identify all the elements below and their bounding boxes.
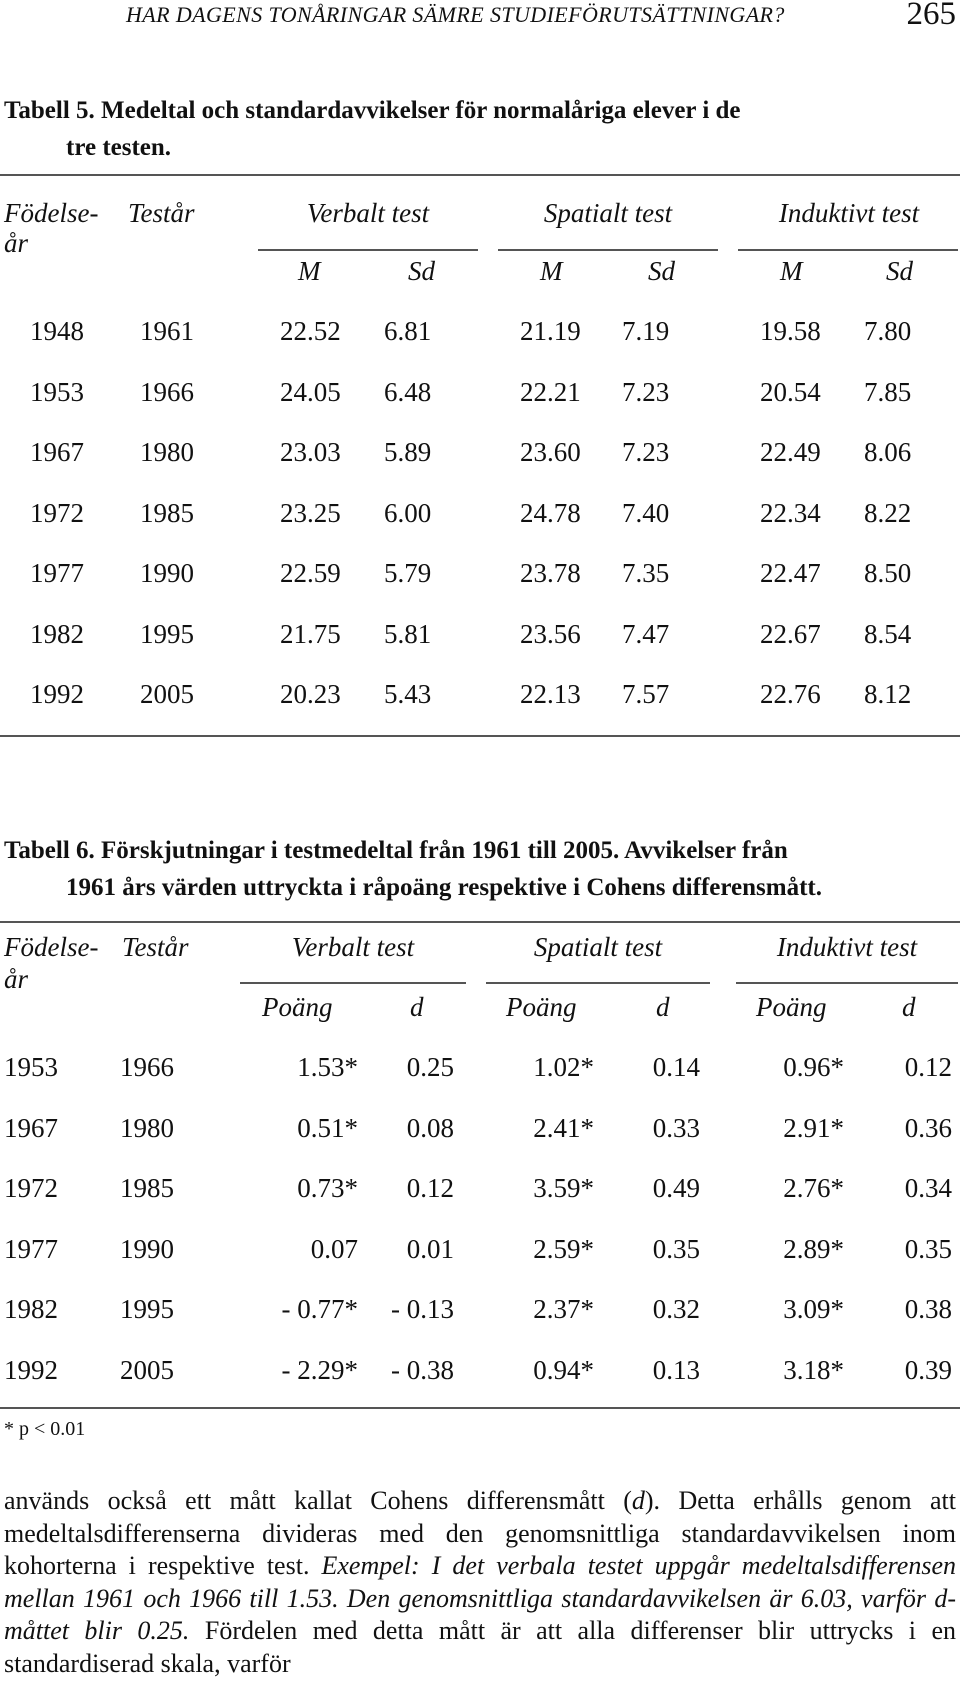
- t6-h-spatial: Spatialt test: [533, 932, 663, 962]
- table-cell: 1966: [120, 1052, 174, 1082]
- t5-h-verbal: Verbalt test: [306, 198, 430, 228]
- table-cell: 3.59*: [533, 1173, 594, 1203]
- table-cell: 1953: [4, 1052, 58, 1082]
- table-cell: 7.47: [622, 618, 670, 649]
- table-cell: 22.49: [760, 437, 821, 467]
- table-cell: 2.91*: [783, 1112, 844, 1143]
- table-cell: 0.38: [904, 1294, 952, 1324]
- table-cell: 0.36: [904, 1112, 952, 1143]
- t5-h-spatial-sd: Sd: [648, 256, 675, 286]
- table-cell: 1995: [120, 1294, 174, 1324]
- t5-h-inductive: Induktivt test: [778, 198, 920, 228]
- t6-h-inductive-d: d: [902, 992, 916, 1022]
- table-cell: 0.08: [406, 1112, 454, 1143]
- table-cell: 22.34: [760, 497, 821, 528]
- table-cell: 22.52: [280, 316, 341, 346]
- table-cell: 1992: [4, 1354, 58, 1385]
- table-cell: 1972: [4, 1173, 58, 1203]
- table-cell: 22.67: [760, 618, 821, 649]
- body-paragraph: [4, 1485, 956, 1680]
- table-cell: 23.03: [280, 437, 341, 467]
- page-number: 265: [906, 0, 956, 32]
- table-cell: 8.50: [864, 558, 912, 588]
- table-cell: 1.53*: [297, 1052, 358, 1082]
- table-cell: 2.76*: [783, 1173, 844, 1203]
- table5-caption: [4, 92, 904, 166]
- table-cell: 2005: [120, 1354, 174, 1385]
- table-cell: 7.35: [622, 558, 670, 588]
- t5-h-spatial-m: M: [540, 256, 563, 286]
- table6-top-rule: [0, 921, 960, 923]
- table6-caption-line2: 1961 års värden uttryckta i råpoäng respektive i Cohens differensmått.: [66, 874, 822, 901]
- t6-h-inductive: Induktivt test: [776, 932, 918, 962]
- table-cell: 3.09*: [783, 1294, 844, 1324]
- table-cell: 23.60: [520, 437, 581, 467]
- table-cell: 2.59*: [533, 1233, 594, 1264]
- table-cell: 0.34: [904, 1173, 952, 1203]
- table-cell: 5.79: [384, 558, 432, 588]
- t6-h-testyear: Testår: [122, 932, 189, 962]
- table-cell: 0.94*: [533, 1354, 594, 1385]
- table-cell: 1980: [140, 437, 194, 467]
- table6-bottom-rule: [0, 1407, 960, 1409]
- table-cell: - 2.29*: [281, 1354, 358, 1385]
- t5-h-inductive-sd: Sd: [886, 256, 913, 286]
- running-header: HAR DAGENS TONÅRINGAR SÄMRE STUDIEFÖRUTSÄTTNINGAR?: [126, 2, 785, 27]
- table-cell: 0.96*: [783, 1052, 844, 1082]
- table-cell: 0.12: [406, 1173, 454, 1203]
- t5-inductive-rule: [738, 249, 958, 251]
- table-cell: 23.25: [280, 497, 341, 528]
- table-cell: 23.78: [520, 558, 581, 588]
- table-cell: 1985: [120, 1173, 174, 1203]
- table5-caption-line2: tre testen.: [66, 134, 172, 161]
- t5-h-verbal-sd: Sd: [408, 256, 435, 286]
- table6-caption-line1: Tabell 6. Förskjutningar i testmedeltal från 1961 till 2005. Avvikelser från: [4, 837, 788, 864]
- table-cell: 1977: [30, 558, 84, 588]
- table-cell: 8.22: [864, 497, 912, 528]
- t5-h-verbal-m: M: [298, 256, 321, 286]
- table5-bottom-rule: [0, 735, 960, 737]
- table-cell: 22.13: [520, 679, 581, 709]
- table-cell: 1972: [30, 497, 84, 528]
- table-cell: 21.19: [520, 316, 581, 346]
- t5-h-birth2: år: [4, 228, 29, 258]
- table-cell: 0.32: [652, 1294, 700, 1324]
- t6-h-verbal: Verbalt test: [291, 932, 415, 962]
- table-cell: 7.80: [864, 316, 912, 346]
- table-cell: 5.89: [384, 437, 432, 467]
- table-cell: 20.54: [760, 376, 821, 407]
- table-cell: 0.01: [406, 1233, 454, 1264]
- table-cell: 6.48: [384, 376, 432, 407]
- table-cell: 7.23: [622, 376, 670, 407]
- table-cell: 1992: [30, 679, 84, 709]
- table-cell: 3.18*: [783, 1354, 844, 1385]
- t5-verbal-rule: [258, 249, 478, 251]
- t6-verbal-rule: [240, 982, 466, 984]
- table-cell: 1990: [140, 558, 194, 588]
- table6-footnote: * p < 0.01: [4, 1418, 86, 1440]
- table-cell: 1948: [30, 316, 84, 346]
- t6-h-inductive-points: Poäng: [756, 992, 827, 1022]
- table-cell: 2005: [140, 679, 194, 709]
- table-cell: 1980: [120, 1112, 174, 1143]
- table6-caption: [4, 832, 954, 906]
- table-cell: 20.23: [280, 679, 341, 709]
- table-cell: 5.43: [384, 679, 432, 709]
- table-cell: 7.85: [864, 376, 912, 407]
- table-cell: 0.13: [652, 1354, 700, 1385]
- t5-spatial-rule: [498, 249, 718, 251]
- table-cell: 22.59: [280, 558, 341, 588]
- t5-h-testyear: Testår: [128, 198, 195, 228]
- table-cell: 1985: [140, 497, 194, 528]
- table-cell: 1967: [4, 1112, 58, 1143]
- table-cell: 1982: [4, 1294, 58, 1324]
- table-cell: 2.89*: [783, 1233, 844, 1264]
- table-cell: 7.40: [622, 497, 670, 528]
- t6-inductive-rule: [736, 982, 958, 984]
- t6-h-spatial-d: d: [656, 992, 670, 1022]
- t6-h-verbal-d: d: [410, 992, 424, 1022]
- table-cell: 22.47: [760, 558, 821, 588]
- table-cell: 6.81: [384, 316, 432, 346]
- table-cell: - 0.13: [391, 1294, 454, 1324]
- para-example: Exempel: I det verbala testet uppgår medeltalsdifferensen mellan 1961 och 1966 till 1.53. Den genomsnittliga standardavvikelsen är 6.03, varför d-måttet blir 0.25.: [4, 1551, 956, 1645]
- table-cell: 1995: [140, 618, 194, 649]
- table-cell: 1953: [30, 376, 84, 407]
- table-cell: 1967: [30, 437, 84, 467]
- table-cell: 8.06: [864, 437, 912, 467]
- para-part3: ). Detta erhålls genom att medeltalsdifferenserna divideras med den genomsnittliga standardavvikelsen inom kohorterna i respektive test.: [4, 1486, 956, 1580]
- para-part5: Fördelen med detta mått är att alla differenser blir uttrycks i en standardiserad skala, varför: [4, 1616, 956, 1678]
- table-cell: 21.75: [280, 618, 341, 649]
- t6-h-birth1: Födelse-: [4, 932, 99, 962]
- table-cell: 2.37*: [533, 1294, 594, 1324]
- table-cell: 22.21: [520, 376, 581, 407]
- table-cell: - 0.77*: [281, 1294, 358, 1324]
- table-cell: 7.57: [622, 679, 670, 709]
- table-cell: 0.51*: [297, 1112, 358, 1143]
- table-cell: 1966: [140, 376, 194, 407]
- table-cell: 22.76: [760, 679, 821, 709]
- table-cell: 0.39: [904, 1354, 952, 1385]
- table5-caption-line1: Tabell 5. Medeltal och standardavvikelser för normalåriga elever i de: [4, 97, 741, 124]
- table-cell: 0.49: [652, 1173, 700, 1203]
- table-cell: 2.41*: [533, 1112, 594, 1143]
- t5-h-spatial: Spatialt test: [543, 198, 673, 228]
- t5-h-birth1: Födelse-: [4, 198, 99, 228]
- table-cell: 1990: [120, 1233, 174, 1264]
- table-cell: 23.56: [520, 618, 581, 649]
- table-cell: - 0.38: [391, 1354, 454, 1385]
- table-cell: 0.07: [310, 1233, 358, 1264]
- table-cell: 0.35: [904, 1233, 952, 1264]
- table-cell: 0.12: [904, 1052, 952, 1082]
- para-part1: används också ett mått kallat Cohens differensmått (: [4, 1486, 632, 1515]
- table-cell: 1977: [4, 1233, 58, 1264]
- table-cell: 0.35: [652, 1233, 700, 1264]
- table-cell: 24.05: [280, 376, 341, 407]
- t6-spatial-rule: [486, 982, 710, 984]
- t6-h-spatial-points: Poäng: [506, 992, 577, 1022]
- table-cell: 8.12: [864, 679, 912, 709]
- table-cell: 6.00: [384, 497, 432, 528]
- table-cell: 0.73*: [297, 1173, 358, 1203]
- table-cell: 24.78: [520, 497, 581, 528]
- table-cell: 1.02*: [533, 1052, 594, 1082]
- table-cell: 1961: [140, 316, 194, 346]
- para-d-symbol: d: [631, 1486, 645, 1515]
- table-cell: 0.14: [652, 1052, 700, 1082]
- table-cell: 1982: [30, 618, 84, 649]
- table-cell: 5.81: [384, 618, 432, 649]
- table-cell: 19.58: [760, 316, 821, 346]
- table-cell: 7.23: [622, 437, 670, 467]
- t6-h-verbal-points: Poäng: [262, 992, 333, 1022]
- table-cell: 7.19: [622, 316, 670, 346]
- t6-h-birth2: år: [4, 964, 29, 994]
- table5-top-rule: [0, 174, 960, 176]
- table-cell: 0.25: [406, 1052, 454, 1082]
- t5-h-inductive-m: M: [780, 256, 803, 286]
- table-cell: 8.54: [864, 618, 912, 649]
- table-cell: 0.33: [652, 1112, 700, 1143]
